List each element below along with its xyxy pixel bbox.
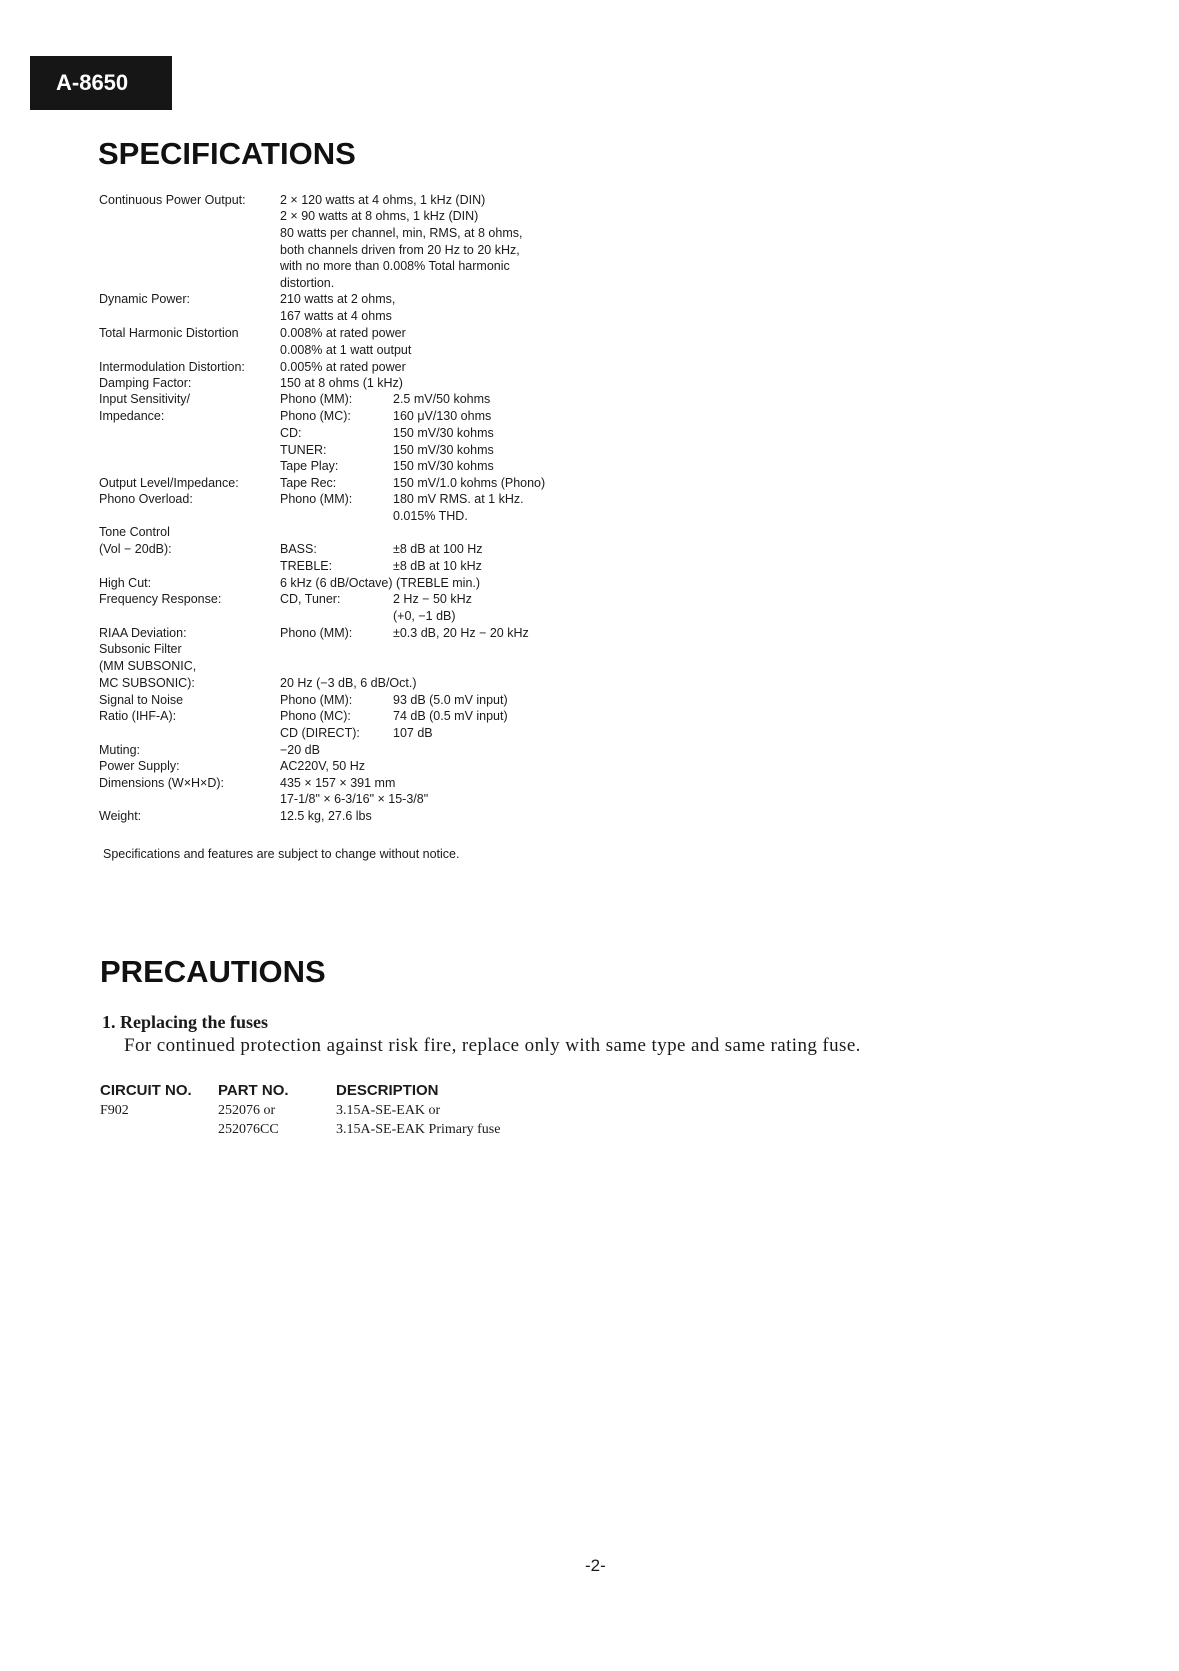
- spec-value: TUNER:: [280, 443, 327, 457]
- spec-label: Dynamic Power:: [99, 292, 190, 306]
- spec-value: CD, Tuner:: [280, 592, 341, 606]
- spec-value: Phono (MM):: [280, 626, 353, 640]
- precautions-title: PRECAUTIONS: [100, 954, 326, 989]
- spec-label: Output Level/Impedance:: [99, 476, 239, 490]
- spec-label: (Vol − 20dB):: [99, 542, 172, 556]
- spec-label: Subsonic Filter: [99, 642, 182, 656]
- fuse-description: 3.15A-SE-EAK Primary fuse: [336, 1122, 501, 1137]
- spec-subvalue: 107 dB: [393, 726, 433, 740]
- spec-value: CD (DIRECT):: [280, 726, 360, 740]
- spec-label: Signal to Noise: [99, 693, 184, 707]
- spec-label: Muting:: [99, 743, 140, 757]
- spec-value: 2 × 90 watts at 8 ohms, 1 kHz (DIN): [280, 209, 479, 223]
- spec-label: MC SUBSONIC):: [99, 676, 195, 690]
- spec-value: 80 watts per channel, min, RMS, at 8 ohms,: [280, 226, 523, 240]
- spec-value: Tape Play:: [280, 459, 339, 473]
- spec-subvalue: 150 mV/30 kohms: [393, 459, 494, 473]
- spec-value: distortion.: [280, 276, 335, 290]
- spec-label: Damping Factor:: [99, 376, 192, 390]
- spec-label: Frequency Response:: [99, 592, 222, 606]
- spec-label: Weight:: [99, 809, 142, 823]
- spec-label: High Cut:: [99, 576, 152, 590]
- spec-value: 12.5 kg, 27.6 lbs: [280, 809, 372, 823]
- spec-label: Continuous Power Output:: [99, 193, 246, 207]
- spec-subvalue: 2.5 mV/50 kohms: [393, 392, 491, 406]
- spec-label: Input Sensitivity/: [99, 392, 191, 406]
- col-header-description: DESCRIPTION: [336, 1082, 439, 1099]
- spec-value: both channels driven from 20 Hz to 20 kHz,: [280, 243, 520, 257]
- col-header-circuit: CIRCUIT NO.: [100, 1082, 192, 1099]
- spec-value: with no more than 0.008% Total harmonic: [280, 259, 510, 273]
- spec-value: 2 × 120 watts at 4 ohms, 1 kHz (DIN): [280, 193, 486, 207]
- spec-subvalue: ±8 dB at 10 kHz: [393, 559, 482, 573]
- fuse-part-no: 252076CC: [218, 1122, 279, 1137]
- page-number: -2-: [585, 1556, 606, 1575]
- spec-value: 0.005% at rated power: [280, 360, 406, 374]
- spec-value: Tape Rec:: [280, 476, 337, 490]
- fuse-circuit-no: F902: [100, 1103, 129, 1118]
- spec-label: Ratio (IHF-A):: [99, 709, 177, 723]
- spec-value: 17-1/8" × 6-3/16" × 15-3/8": [280, 792, 429, 806]
- model-badge: A-8650: [30, 56, 172, 110]
- fuse-heading: 1. Replacing the fuses: [102, 1012, 268, 1032]
- spec-label: Power Supply:: [99, 759, 180, 773]
- spec-value: BASS:: [280, 542, 317, 556]
- fuse-instruction: For continued protection against risk fire, replace only with same type and same rating fuse.: [124, 1035, 861, 1056]
- spec-subvalue: 160 μV/130 ohms: [393, 409, 492, 423]
- spec-value: Phono (MC):: [280, 709, 351, 723]
- spec-label: Impedance:: [99, 409, 165, 423]
- spec-value: 20 Hz (−3 dB, 6 dB/Oct.): [280, 676, 417, 690]
- spec-value: 167 watts at 4 ohms: [280, 309, 392, 323]
- spec-subvalue: 150 mV/30 kohms: [393, 426, 494, 440]
- spec-value: AC220V, 50 Hz: [280, 759, 366, 773]
- fuse-part-no: 252076 or: [218, 1103, 276, 1118]
- spec-label: RIAA Deviation:: [99, 626, 187, 640]
- spec-subvalue: 93 dB (5.0 mV input): [393, 693, 508, 707]
- spec-value: CD:: [280, 426, 302, 440]
- spec-value: 0.008% at rated power: [280, 326, 406, 340]
- spec-subvalue: (+0, −1 dB): [393, 609, 456, 623]
- spec-subvalue: 150 mV/1.0 kohms (Phono): [393, 476, 546, 490]
- specifications-title: SPECIFICATIONS: [98, 136, 356, 171]
- spec-label: Phono Overload:: [99, 492, 193, 506]
- spec-label: Dimensions (W×H×D):: [99, 776, 225, 790]
- spec-subvalue: 74 dB (0.5 mV input): [393, 709, 508, 723]
- spec-value: 150 at 8 ohms (1 kHz): [280, 376, 403, 390]
- spec-subvalue: 180 mV RMS. at 1 kHz.: [393, 492, 524, 506]
- spec-subvalue: 150 mV/30 kohms: [393, 443, 494, 457]
- spec-subvalue: ±8 dB at 100 Hz: [393, 542, 483, 556]
- spec-value: 435 × 157 × 391 mm: [280, 776, 396, 790]
- spec-value: Phono (MC):: [280, 409, 351, 423]
- spec-value: TREBLE:: [280, 559, 333, 573]
- spec-subvalue: ±0.3 dB, 20 Hz − 20 kHz: [393, 626, 529, 640]
- spec-value: Phono (MM):: [280, 392, 353, 406]
- spec-value: 0.008% at 1 watt output: [280, 343, 412, 357]
- spec-label: (MM SUBSONIC,: [99, 659, 197, 673]
- spec-value: 210 watts at 2 ohms,: [280, 292, 396, 306]
- spec-value: −20 dB: [280, 743, 320, 757]
- spec-notice: Specifications and features are subject to change without notice.: [103, 847, 460, 861]
- spec-label: Intermodulation Distortion:: [99, 360, 245, 374]
- spec-value: Phono (MM):: [280, 693, 353, 707]
- spec-label: Tone Control: [99, 525, 170, 539]
- fuse-description: 3.15A-SE-EAK or: [336, 1103, 441, 1118]
- spec-subvalue: 2 Hz − 50 kHz: [393, 592, 472, 606]
- spec-value: Phono (MM):: [280, 492, 353, 506]
- col-header-part: PART NO.: [218, 1082, 289, 1099]
- spec-value: 6 kHz (6 dB/Octave) (TREBLE min.): [280, 576, 481, 590]
- spec-subvalue: 0.015% THD.: [393, 509, 468, 523]
- spec-label: Total Harmonic Distortion: [99, 326, 239, 340]
